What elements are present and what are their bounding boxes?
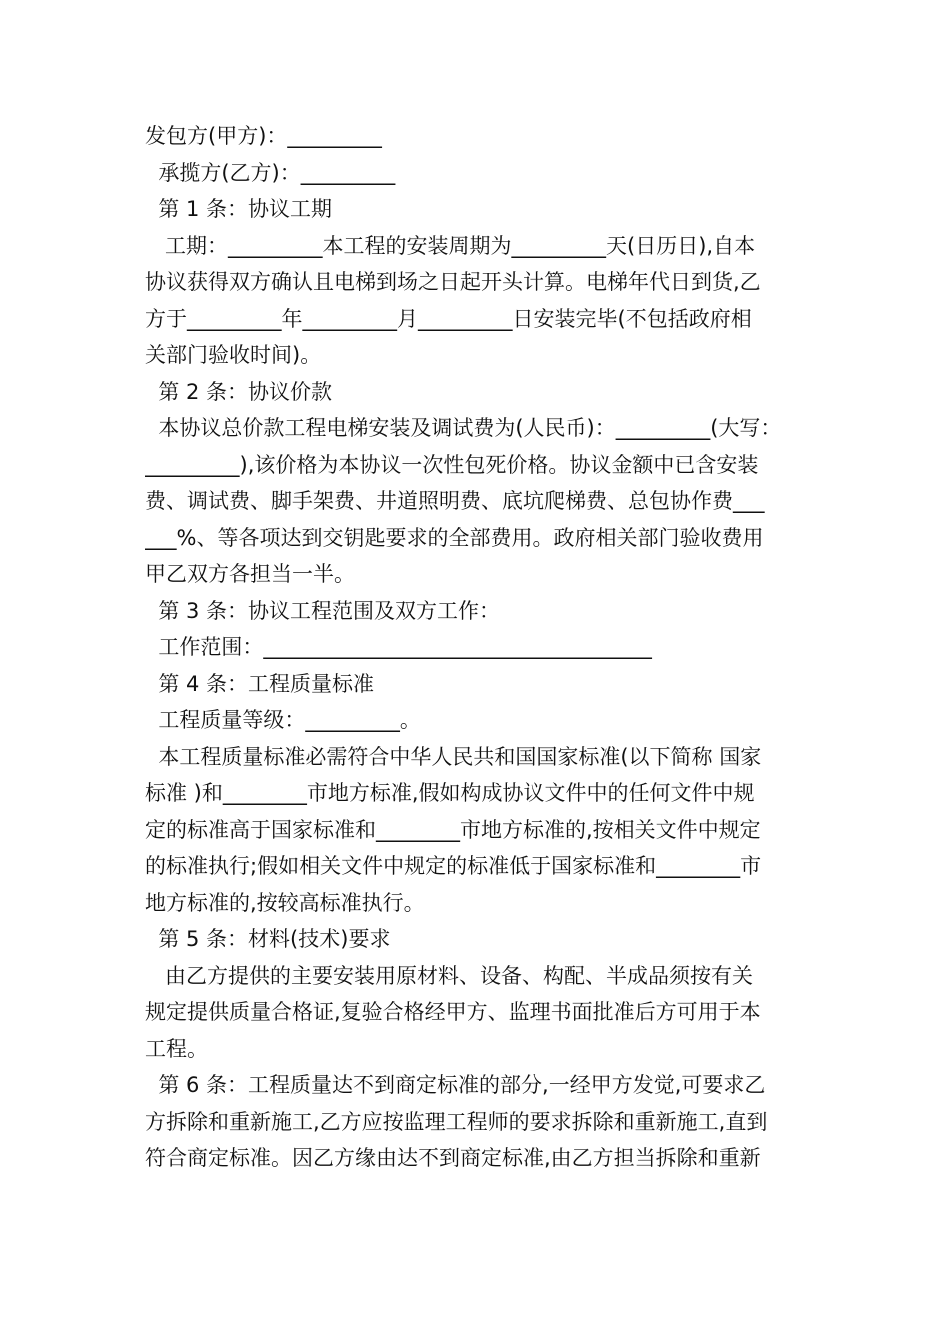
text-line-01: 发包方(甲方)：_________	[145, 124, 382, 148]
text-line-11: 费、调试费、脚手架费、井道照明费、底坑爬梯费、总包协作费___	[145, 489, 765, 513]
text-line-02: 承揽方(乙方)：_________	[145, 160, 396, 185]
text-line-23: 第 5 条：材料(技术)要求	[145, 927, 391, 951]
text-line-04: 工期：_________本工程的安装周期为_________天(日历日),自本	[145, 233, 756, 258]
text-line-18: 本工程质量标准必需符合中华人民共和国国家标准(以下简称 国家	[145, 744, 762, 769]
text-line-28: 方拆除和重新施工,乙方应按监理工程师的要求拆除和重新施工,直到	[145, 1109, 768, 1134]
text-line-08: 第 2 条：协议价款	[145, 379, 333, 404]
text-line-06: 方于_________年_________月_________日安装完毕(不包括政府相	[145, 306, 752, 331]
text-line-26: 工程。	[145, 1036, 208, 1061]
text-line-09: 本协议总价款工程电梯安装及调试费为(人民币)：_________(大写：	[145, 416, 782, 440]
text-line-22: 地方标准的,按较高标准执行。	[145, 890, 425, 915]
text-line-13: 甲乙双方各担当一半。	[145, 562, 355, 586]
text-line-15: 工作范围：_____________________________________	[145, 635, 652, 659]
text-line-07: 关部门验收时间)。	[145, 343, 322, 367]
text-line-05: 协议获得双方确认且电梯到场之日起开头计算。电梯年代日到货,乙	[145, 270, 761, 294]
text-line-27: 第 6 条：工程质量达不到商定标准的部分,一经甲方发觉,可要求乙	[145, 1073, 766, 1097]
text-line-10: _________),该价格为本协议一次性包死价格。协议金额中已含安装	[145, 452, 759, 477]
text-line-14: 第 3 条：协议工程范围及双方工作：	[145, 598, 501, 623]
text-line-29: 符合商定标准。因乙方缘由达不到商定标准,由乙方担当拆除和重新	[145, 1146, 761, 1170]
text-line-20: 定的标准高于国家标准和________市地方标准的,按相关文件中规定	[145, 817, 761, 842]
text-line-21: 的标准执行;假如相关文件中规定的标准低于国家标准和________市	[145, 854, 762, 878]
text-line-03: 第 1 条：协议工期	[145, 197, 333, 221]
text-line-19: 标准 )和________市地方标准,假如构成协议文件中的任何文件中规	[145, 781, 755, 805]
document-body	[145, 118, 813, 1177]
text-line-24: 由乙方提供的主要安装用原材料、设备、构配、半成品须按有关	[145, 963, 754, 988]
text-line-16: 第 4 条：工程质量标准	[145, 671, 375, 696]
text-line-12: ___%、等各项达到交钥匙要求的全部费用。政府相关部门验收费用	[145, 525, 764, 550]
text-line-17: 工程质量等级：_________。	[145, 708, 421, 732]
text-line-25: 规定提供质量合格证,复验合格经甲方、监理书面批准后方可用于本	[145, 1000, 761, 1024]
